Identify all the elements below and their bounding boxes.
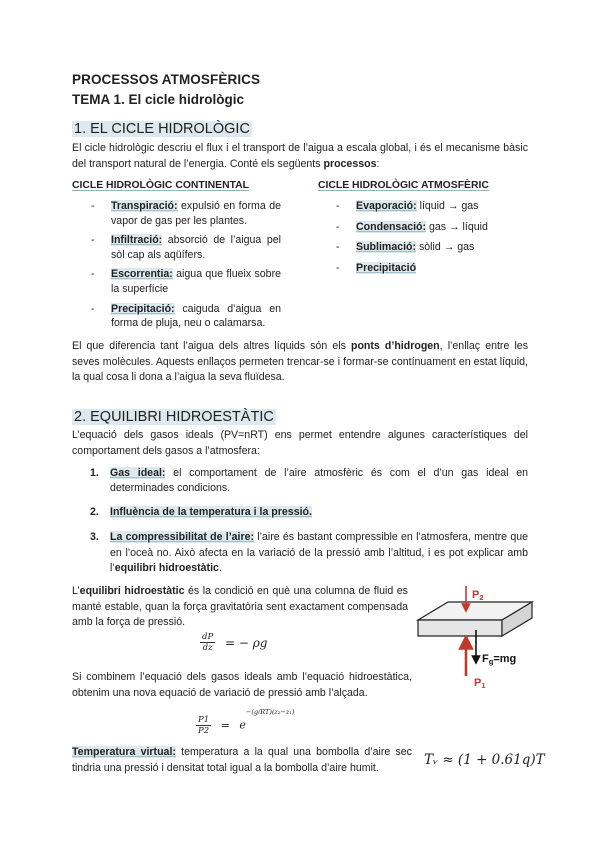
hydrogen-bonds-paragraph: El que diferencia tant l’aigua dels altres líquids són els ponts d’hidrogen, l’enllaç entre les seves molècules. Aquests enllaços permeten trencar-se i formar-se contínuament en estat líquid, la qual cosa li dona a l’aigua la seva fluïdesa. <box>72 340 528 384</box>
hydrostatic-equation: $\frac{dP}{dz}$ = − ρg <box>202 632 268 653</box>
gas-properties-list <box>90 466 528 584</box>
section-1-intro: El cicle hidrològic descriu el flux i el transport de l’aigua a escala global, i és el mecanisme bàsic del transport natural de l’energia. Conté els següents processos: <box>72 142 528 170</box>
fg-label: Fg=mg <box>482 653 517 666</box>
list-item: - Escorrentia: aigua que flueix sobre la superfície <box>91 267 281 296</box>
list-item: - Evaporació: líquid → gas <box>336 199 526 214</box>
section-2-heading: 2. EQUILIBRI HIDROESTÀTIC <box>74 409 274 425</box>
list-item: - Precipitació: caiguda d’aigua en forma de pluja, neu o calamarsa. <box>91 302 281 331</box>
virtual-temperature-equation: Tᵥ ≈ (1 + 0.61q)T <box>424 752 545 768</box>
hydrostatic-diagram <box>410 584 540 694</box>
section-2-intro: L’equació dels gasos ideals (PV=nRT) ens permet entendre algunes característiques del comportament dels gasos a l’atmosfera: <box>72 429 528 457</box>
list-item: 2. Influència de la temperatura i la pressió. <box>90 505 312 518</box>
list-item: 1. Gas ideal: el comportament de l’aire atmosfèric és com el d’un gas ideal en determinades condicions. <box>90 467 529 495</box>
hydrostatic-definition: L’equilibri hidroestàtic és la condició en què una columna de fluid es manté estable, quan la força gravitatòria sent exactament compensada amb la força de pressió. <box>72 585 408 629</box>
atmosferic-list <box>336 199 526 280</box>
pressure-altitude-equation: $\frac{P1}{P2}$ = $e^{-(g/RT)(z_2-z_1)}$ <box>198 708 295 736</box>
list-item: - Condensació: gas → líquid <box>336 220 526 235</box>
list-item: - Transpiració: expulsió en forma de vapor de gas per les plantes. <box>91 199 281 228</box>
continental-heading: CICLE HIDROLÒGIC CONTINENTAL <box>72 180 250 191</box>
slab-front-face <box>418 620 502 636</box>
list-item: 3. La compressibilitat de l’aire: l’aire és bastant compressible en l’atmosfera, mentre que en l’oceà no. Això afecta en la variació de la pressió amb l’altitud, i es pot explicar amb l’equilibri hidroestàtic. <box>90 531 528 575</box>
p1-label: P1 <box>474 677 486 690</box>
list-item: - Precipitació <box>336 261 526 276</box>
document-title: PROCESSOS ATMOSFÈRICS <box>72 72 261 87</box>
section-1-heading: 1. EL CICLE HIDROLÒGIC <box>74 121 250 137</box>
atmosferic-heading: CICLE HIDROLÒGIC ATMOSFÈRIC <box>318 180 489 191</box>
combine-paragraph: Si combinem l’equació dels gasos ideals amb l’equació hidroestàtica, obtenim una nova equació de variació de pressió amb l’alçada. <box>72 671 412 699</box>
list-item: - Infiltració: absorció de l’aigua pel sòl cap als aqüífers. <box>91 233 281 262</box>
continental-list <box>91 199 281 336</box>
virtual-temperature-paragraph: Temperatura virtual: temperatura a la qual una bombolla d’aire sec tindria una pressió i densitat total igual a la bombolla d’aire humit. <box>72 746 412 774</box>
list-item: - Sublimació: sòlid → gas <box>336 240 526 255</box>
p2-label: P2 <box>472 589 484 602</box>
document-subtitle: TEMA 1. El cicle hidrològic <box>72 92 245 107</box>
